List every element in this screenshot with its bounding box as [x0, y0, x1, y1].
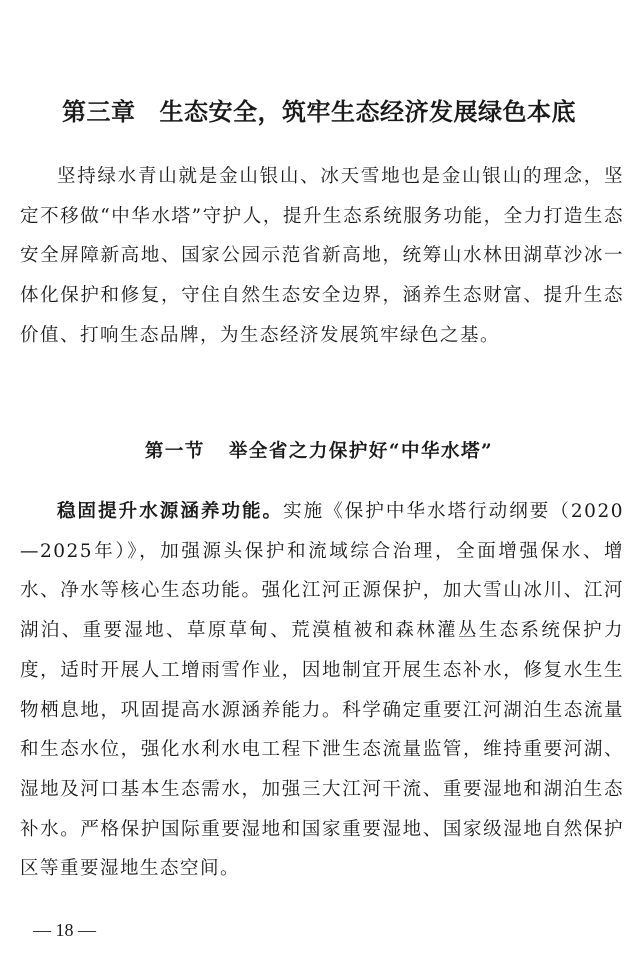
chapter-heading [0, 92, 638, 127]
paragraph-lead-heading: 稳固提升水源涵养功能。 [57, 501, 284, 522]
intro-paragraph: 坚持绿水青山就是金山银山、冰天雪地也是金山银山的理念，坚定不移做“中华水塔”守护人，提升生态系统服务功能，全力打造生态安全屏障新高地、国家公园示范省新高地，统筹山水林田湖草沙冰一体化保护和修复，守住自然生态安全边界，涵养生态财富、提升生态价值、打响生态品牌，为生态经济发展筑牢绿色之基。 [20, 166, 624, 346]
chapter-number: 第三章 [62, 98, 136, 126]
section-title: 举全省之力保护好“中华水塔” [228, 441, 494, 462]
body-paragraph [20, 492, 624, 889]
section-number: 第一节 [144, 441, 205, 462]
paragraph-text: 实施《保护中华水塔行动纲要（2020—2025年）》，加强源头保护和流域综合治理，全面增强保水、增水、净水等核心生态功能。强化江河正源保护，加大雪山冰川、江河湖泊、重要湿地、草原草甸、荒漠植被和森林灌丛生态系统保护力度，适时开展人工增雨雪作业，因地制宜开展生态补水，修复水生生物栖息地，巩固提高水源涵养能力。科学确定重要江河湖泊生态流量和生态水位，强化水利水电工程下泄生态流量监管，维持重要河湖、湿地及河口基本生态需水，加强三大江河干流、重要湿地和湖泊生态补水。严格保护国际重要湿地和国家重要湿地、国家级湿地自然保护区等重要湿地生态空间。 [20, 501, 624, 880]
section-heading [0, 437, 638, 463]
page-number: — 18 — [33, 920, 96, 940]
chapter-title: 生态安全，筑牢生态经济发展绿色本底 [159, 98, 576, 126]
